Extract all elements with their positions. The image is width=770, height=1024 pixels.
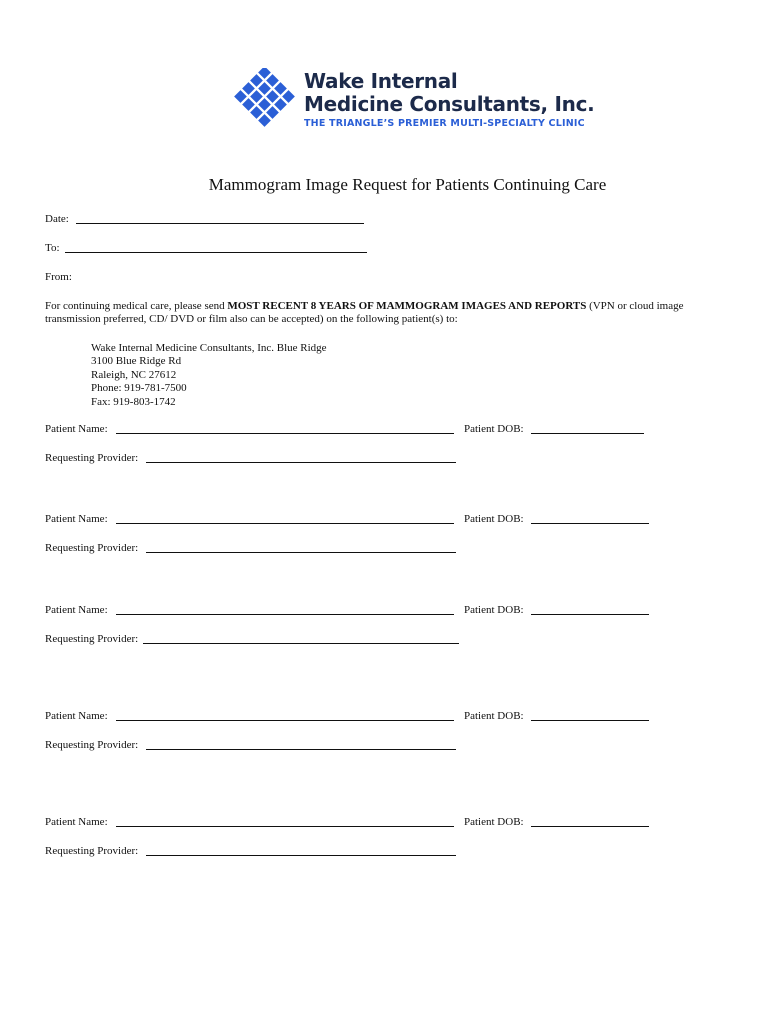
- patient-dob-label: Patient DOB:: [464, 423, 524, 435]
- instructions-paragraph: [45, 300, 725, 326]
- patient-dob-field[interactable]: [531, 720, 649, 721]
- instructions-bold: MOST RECENT 8 YEARS OF MAMMOGRAM IMAGES AND REPORTS: [227, 300, 587, 312]
- requesting-provider-field[interactable]: [146, 749, 456, 750]
- requesting-provider-label: Requesting Provider:: [45, 739, 139, 751]
- diamond-logo-icon: [232, 68, 298, 134]
- patient-dob-label: Patient DOB:: [464, 604, 524, 616]
- patient-name-field[interactable]: [116, 826, 454, 827]
- clinic-logo: [232, 66, 595, 136]
- patient-name-label: Patient Name:: [45, 513, 108, 525]
- requesting-provider-label: Requesting Provider:: [45, 452, 139, 464]
- patient-name-field[interactable]: [116, 720, 454, 721]
- logo-tagline: THE TRIANGLE’S PREMIER MULTI-SPECIALTY CLINIC: [304, 118, 585, 129]
- date-field[interactable]: [76, 223, 364, 224]
- patient-name-label: Patient Name:: [45, 604, 108, 616]
- requesting-provider-field[interactable]: [146, 552, 456, 553]
- address-phone: Phone: 919-781-7500: [91, 382, 187, 394]
- address-line3: Raleigh, NC 27612: [91, 369, 177, 381]
- patient-dob-field[interactable]: [531, 826, 649, 827]
- form-title: Mammogram Image Request for Patients Continuing Care: [208, 175, 607, 194]
- address-fax: Fax: 919-803-1742: [91, 396, 176, 408]
- logo-name-line1: Wake Internal: [304, 69, 458, 93]
- requesting-provider-label: Requesting Provider:: [45, 542, 139, 554]
- patient-name-field[interactable]: [116, 614, 454, 615]
- date-label: Date:: [45, 213, 69, 225]
- from-label: From:: [45, 271, 72, 283]
- requesting-provider-field[interactable]: [146, 462, 456, 463]
- patient-dob-field[interactable]: [531, 614, 649, 615]
- patient-dob-label: Patient DOB:: [464, 816, 524, 828]
- patient-name-label: Patient Name:: [45, 816, 108, 828]
- to-label: To:: [45, 242, 60, 254]
- patient-name-field[interactable]: [116, 433, 454, 434]
- address-line1: Wake Internal Medicine Consultants, Inc. Blue Ridge: [91, 342, 327, 354]
- instructions-prefix: For continuing medical care, please send: [45, 300, 228, 312]
- requesting-provider-label: Requesting Provider:: [45, 845, 139, 857]
- requesting-provider-field[interactable]: [143, 643, 459, 644]
- patient-name-field[interactable]: [116, 523, 454, 524]
- patient-dob-field[interactable]: [531, 433, 644, 434]
- logo-name-line2: Medicine Consultants, Inc.: [304, 92, 595, 116]
- patient-dob-field[interactable]: [531, 523, 649, 524]
- patient-dob-label: Patient DOB:: [464, 710, 524, 722]
- to-field[interactable]: [65, 252, 367, 253]
- requesting-provider-field[interactable]: [146, 855, 456, 856]
- patient-name-label: Patient Name:: [45, 710, 108, 722]
- patient-dob-label: Patient DOB:: [464, 513, 524, 525]
- instructions-suffix: (VPN or cloud image transmission preferred, CD/ DVD or film also can be accepted) on the following patient(s) to:: [45, 300, 684, 325]
- requesting-provider-label: Requesting Provider:: [45, 633, 139, 645]
- address-line2: 3100 Blue Ridge Rd: [91, 355, 182, 367]
- patient-name-label: Patient Name:: [45, 423, 108, 435]
